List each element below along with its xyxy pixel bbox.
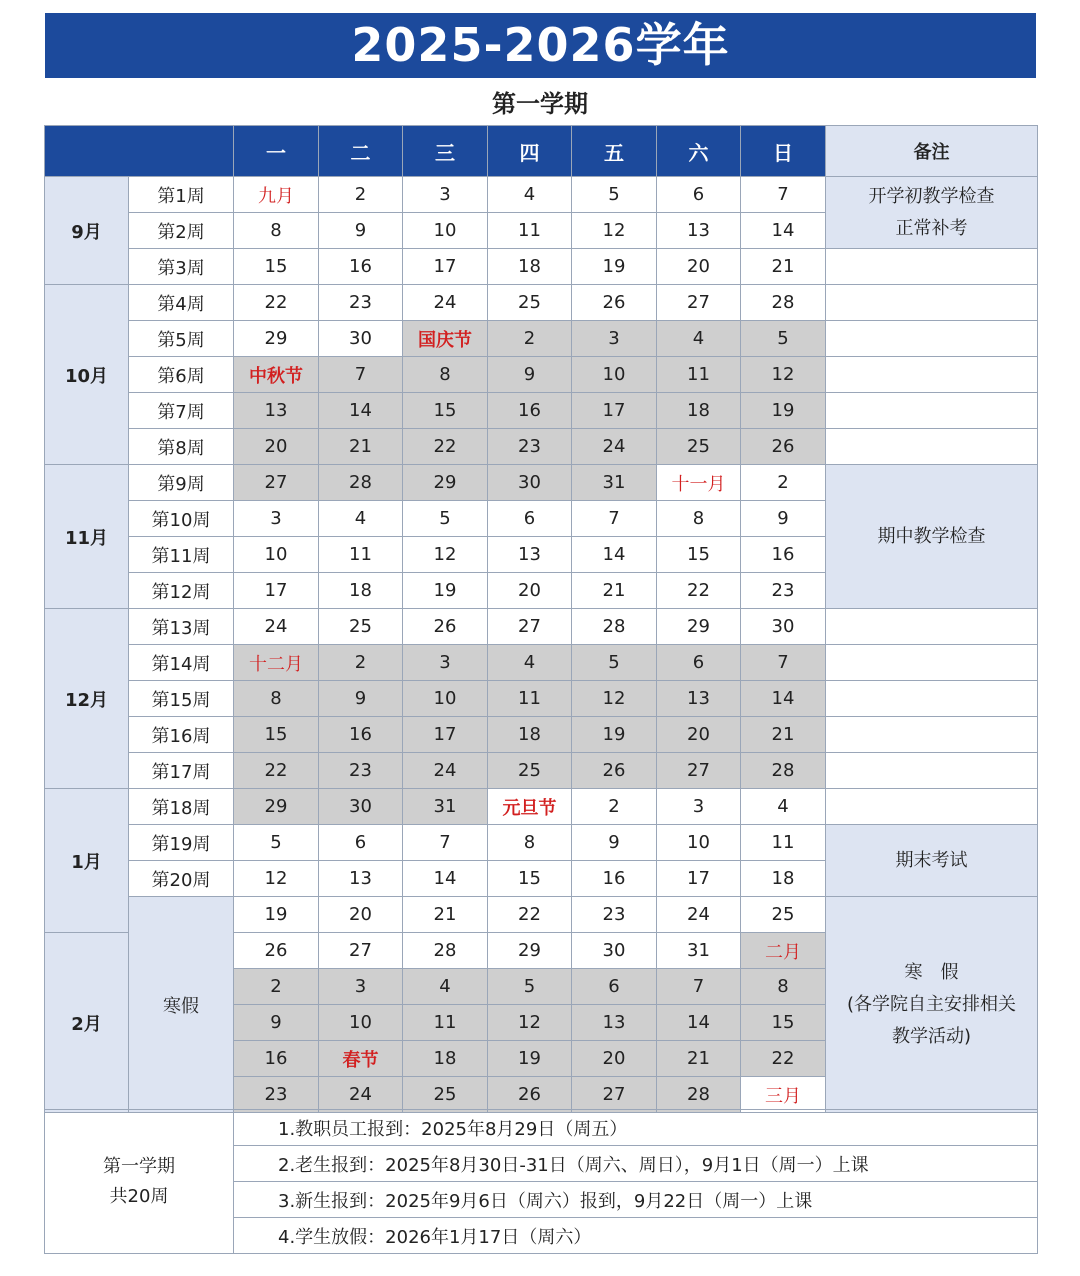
day-cell: 15 — [488, 861, 572, 897]
day-cell: 13 — [657, 213, 741, 249]
day-cell: 16 — [741, 537, 826, 573]
day-cell: 25 — [319, 609, 403, 645]
day-cell: 19 — [403, 573, 488, 609]
day-cell: 31 — [403, 789, 488, 825]
week-row — [45, 429, 1038, 465]
day-cell: 23 — [319, 285, 403, 321]
day-cell: 2 — [741, 465, 826, 501]
remark-line: 期中教学检查 — [877, 525, 986, 547]
day-cell: 24 — [403, 285, 488, 321]
day-cell: 13 — [488, 537, 572, 573]
remark-line: 教学活动) — [891, 1025, 972, 1047]
day-cell: 16 — [572, 861, 657, 897]
day-cell: 12 — [234, 861, 319, 897]
day-cell: 26 — [572, 285, 657, 321]
day-cell: 30 — [488, 465, 572, 501]
day-cell: 7 — [741, 645, 826, 681]
week-row — [45, 753, 1038, 789]
day-cell: 28 — [572, 609, 657, 645]
day-cell: 28 — [657, 1077, 741, 1113]
remark-empty — [826, 429, 1038, 465]
week-label: 第5周 — [129, 321, 234, 357]
week-row — [45, 249, 1038, 285]
week-row — [45, 825, 1038, 861]
remark-cell — [826, 897, 1038, 1113]
remark-empty — [826, 717, 1038, 753]
day-cell: 15 — [403, 393, 488, 429]
day-cell: 22 — [234, 285, 319, 321]
day-cell: 27 — [319, 933, 403, 969]
day-cell: 6 — [572, 969, 657, 1005]
day-cell: 9 — [319, 681, 403, 717]
day-cell: 27 — [572, 1077, 657, 1113]
day-cell: 13 — [572, 1005, 657, 1041]
week-label: 第8周 — [129, 429, 234, 465]
week-label: 第7周 — [129, 393, 234, 429]
day-cell: 9 — [488, 357, 572, 393]
remark-empty — [826, 609, 1038, 645]
day-cell: 十一月 — [657, 465, 741, 501]
day-cell: 28 — [741, 285, 826, 321]
weekday-header: 一 — [234, 126, 319, 177]
day-cell: 23 — [572, 897, 657, 933]
day-cell: 29 — [234, 789, 319, 825]
day-cell: 13 — [657, 681, 741, 717]
header-blank-cell — [45, 126, 234, 177]
day-cell: 4 — [403, 969, 488, 1005]
week-label: 第2周 — [129, 213, 234, 249]
day-cell: 14 — [657, 1005, 741, 1041]
footer-note-item: 1.教职员工报到：2025年8月29日（周五） — [234, 1110, 1038, 1146]
footer-note-item: 2.老生报到：2025年8月30日-31日（周六、周日），9月1日（周一）上课 — [234, 1146, 1038, 1182]
day-cell: 11 — [403, 1005, 488, 1041]
month-label: 10月 — [45, 285, 129, 465]
day-cell: 7 — [741, 177, 826, 213]
day-cell: 31 — [657, 933, 741, 969]
day-cell: 18 — [657, 393, 741, 429]
remark-line: 寒 假 — [904, 961, 959, 983]
day-cell: 8 — [741, 969, 826, 1005]
day-cell: 9 — [234, 1005, 319, 1041]
day-cell: 23 — [741, 573, 826, 609]
day-cell: 6 — [657, 177, 741, 213]
day-cell: 春节 — [319, 1041, 403, 1077]
day-cell: 4 — [741, 789, 826, 825]
day-cell: 24 — [234, 609, 319, 645]
remark-empty — [826, 681, 1038, 717]
day-cell: 28 — [741, 753, 826, 789]
day-cell: 19 — [572, 249, 657, 285]
day-cell: 3 — [319, 969, 403, 1005]
week-label: 第6周 — [129, 357, 234, 393]
remark-line: 开学初教学检查 — [868, 185, 995, 207]
day-cell: 国庆节 — [403, 321, 488, 357]
day-cell: 11 — [657, 357, 741, 393]
day-cell: 5 — [234, 825, 319, 861]
day-cell: 26 — [403, 609, 488, 645]
day-cell: 21 — [572, 573, 657, 609]
semester-calendar-table — [44, 125, 1038, 1113]
day-cell: 8 — [234, 681, 319, 717]
day-cell: 14 — [741, 213, 826, 249]
footer-note-item: 4.学生放假：2026年1月17日（周六） — [234, 1218, 1038, 1254]
semester-summary-line: 第一学期 — [103, 1155, 175, 1177]
day-cell: 29 — [403, 465, 488, 501]
day-cell: 22 — [234, 753, 319, 789]
day-cell: 22 — [403, 429, 488, 465]
day-cell: 7 — [319, 357, 403, 393]
remark-cell — [826, 465, 1038, 609]
weekday-header: 四 — [488, 126, 572, 177]
day-cell: 26 — [234, 933, 319, 969]
day-cell: 29 — [657, 609, 741, 645]
week-label: 第13周 — [129, 609, 234, 645]
week-label: 第10周 — [129, 501, 234, 537]
day-cell: 19 — [741, 393, 826, 429]
day-cell: 30 — [319, 321, 403, 357]
week-row — [45, 465, 1038, 501]
day-cell: 18 — [319, 573, 403, 609]
day-cell: 26 — [572, 753, 657, 789]
day-cell: 16 — [319, 249, 403, 285]
week-row — [45, 285, 1038, 321]
day-cell: 7 — [657, 969, 741, 1005]
week-row — [45, 321, 1038, 357]
day-cell: 5 — [572, 645, 657, 681]
day-cell: 三月 — [741, 1077, 826, 1113]
day-cell: 15 — [234, 717, 319, 753]
day-cell: 29 — [488, 933, 572, 969]
day-cell: 3 — [403, 177, 488, 213]
day-cell: 6 — [488, 501, 572, 537]
day-cell: 28 — [319, 465, 403, 501]
day-cell: 十二月 — [234, 645, 319, 681]
week-label: 第20周 — [129, 861, 234, 897]
day-cell: 8 — [488, 825, 572, 861]
day-cell: 12 — [488, 1005, 572, 1041]
remark-line: (各学院自主安排相关 — [846, 993, 1017, 1015]
weekday-header: 五 — [572, 126, 657, 177]
day-cell: 30 — [319, 789, 403, 825]
week-row — [45, 789, 1038, 825]
day-cell: 15 — [234, 249, 319, 285]
day-cell: 23 — [488, 429, 572, 465]
remark-empty — [826, 249, 1038, 285]
remark-cell — [826, 825, 1038, 897]
day-cell: 2 — [234, 969, 319, 1005]
day-cell: 14 — [403, 861, 488, 897]
day-cell: 元旦节 — [488, 789, 572, 825]
week-label: 第17周 — [129, 753, 234, 789]
day-cell: 5 — [741, 321, 826, 357]
day-cell: 2 — [319, 645, 403, 681]
day-cell: 18 — [741, 861, 826, 897]
semester-summary — [45, 1110, 234, 1254]
day-cell: 29 — [234, 321, 319, 357]
day-cell: 6 — [657, 645, 741, 681]
day-cell: 二月 — [741, 933, 826, 969]
day-cell: 12 — [403, 537, 488, 573]
week-row — [45, 717, 1038, 753]
day-cell: 22 — [741, 1041, 826, 1077]
day-cell: 23 — [234, 1077, 319, 1113]
day-cell: 九月 — [234, 177, 319, 213]
day-cell: 19 — [488, 1041, 572, 1077]
remark-line: 正常补考 — [895, 217, 968, 239]
week-label: 第12周 — [129, 573, 234, 609]
day-cell: 12 — [572, 213, 657, 249]
day-cell: 22 — [657, 573, 741, 609]
week-label: 第16周 — [129, 717, 234, 753]
day-cell: 6 — [319, 825, 403, 861]
day-cell: 10 — [234, 537, 319, 573]
day-cell: 17 — [234, 573, 319, 609]
day-cell: 14 — [319, 393, 403, 429]
day-cell: 26 — [741, 429, 826, 465]
day-cell: 3 — [657, 789, 741, 825]
day-cell: 17 — [572, 393, 657, 429]
day-cell: 18 — [488, 717, 572, 753]
day-cell: 2 — [488, 321, 572, 357]
day-cell: 16 — [319, 717, 403, 753]
remark-cell — [826, 177, 1038, 249]
week-label: 第19周 — [129, 825, 234, 861]
day-cell: 30 — [741, 609, 826, 645]
day-cell: 10 — [319, 1005, 403, 1041]
day-cell: 3 — [403, 645, 488, 681]
week-label: 第3周 — [129, 249, 234, 285]
week-label: 第9周 — [129, 465, 234, 501]
day-cell: 15 — [657, 537, 741, 573]
day-cell: 11 — [488, 681, 572, 717]
week-label: 第11周 — [129, 537, 234, 573]
day-cell: 11 — [741, 825, 826, 861]
week-row — [45, 393, 1038, 429]
day-cell: 21 — [741, 249, 826, 285]
week-row — [45, 681, 1038, 717]
day-cell: 20 — [488, 573, 572, 609]
day-cell: 16 — [234, 1041, 319, 1077]
footer-row — [45, 1110, 1038, 1146]
day-cell: 25 — [741, 897, 826, 933]
week-label: 第4周 — [129, 285, 234, 321]
day-cell: 9 — [319, 213, 403, 249]
remark-empty — [826, 321, 1038, 357]
day-cell: 20 — [657, 249, 741, 285]
academic-year-banner: 2025-2026学年 — [45, 13, 1036, 78]
day-cell: 24 — [657, 897, 741, 933]
remark-empty — [826, 393, 1038, 429]
day-cell: 10 — [657, 825, 741, 861]
day-cell: 25 — [657, 429, 741, 465]
month-label: 11月 — [45, 465, 129, 609]
day-cell: 2 — [572, 789, 657, 825]
day-cell: 30 — [572, 933, 657, 969]
day-cell: 25 — [403, 1077, 488, 1113]
day-cell: 21 — [657, 1041, 741, 1077]
day-cell: 9 — [572, 825, 657, 861]
day-cell: 14 — [572, 537, 657, 573]
day-cell: 11 — [319, 537, 403, 573]
remark-empty — [826, 357, 1038, 393]
day-cell: 21 — [403, 897, 488, 933]
month-label: 1月 — [45, 789, 129, 933]
day-cell: 3 — [572, 321, 657, 357]
day-cell: 10 — [403, 681, 488, 717]
day-cell: 4 — [488, 645, 572, 681]
day-cell: 18 — [403, 1041, 488, 1077]
day-cell: 11 — [488, 213, 572, 249]
day-cell: 7 — [572, 501, 657, 537]
day-cell: 5 — [488, 969, 572, 1005]
day-cell: 16 — [488, 393, 572, 429]
day-cell: 4 — [488, 177, 572, 213]
month-label: 12月 — [45, 609, 129, 789]
day-cell: 21 — [319, 429, 403, 465]
day-cell: 17 — [657, 861, 741, 897]
day-cell: 27 — [657, 753, 741, 789]
week-label: 第1周 — [129, 177, 234, 213]
weekday-header: 六 — [657, 126, 741, 177]
day-cell: 7 — [403, 825, 488, 861]
day-cell: 8 — [234, 213, 319, 249]
week-row — [45, 897, 1038, 933]
remark-empty — [826, 645, 1038, 681]
weekday-header: 日 — [741, 126, 826, 177]
day-cell: 25 — [488, 285, 572, 321]
day-cell: 17 — [403, 249, 488, 285]
remark-empty — [826, 789, 1038, 825]
remark-empty — [826, 285, 1038, 321]
day-cell: 18 — [488, 249, 572, 285]
day-cell: 10 — [403, 213, 488, 249]
day-cell: 13 — [319, 861, 403, 897]
semester-title: 第一学期 — [492, 90, 588, 118]
remark-line: 期末考试 — [895, 849, 968, 871]
day-cell: 中秋节 — [234, 357, 319, 393]
day-cell: 20 — [657, 717, 741, 753]
day-cell: 10 — [572, 357, 657, 393]
day-cell: 20 — [572, 1041, 657, 1077]
week-row — [45, 609, 1038, 645]
day-cell: 22 — [488, 897, 572, 933]
day-cell: 27 — [657, 285, 741, 321]
day-cell: 8 — [403, 357, 488, 393]
day-cell: 17 — [403, 717, 488, 753]
day-cell: 15 — [741, 1005, 826, 1041]
week-row — [45, 357, 1038, 393]
day-cell: 26 — [488, 1077, 572, 1113]
day-cell: 2 — [319, 177, 403, 213]
week-row — [45, 177, 1038, 213]
day-cell: 13 — [234, 393, 319, 429]
week-label: 第18周 — [129, 789, 234, 825]
footer-note-item: 3.新生报到：2025年9月6日（周六）报到，9月22日（周一）上课 — [234, 1182, 1038, 1218]
week-row — [45, 645, 1038, 681]
month-label: 2月 — [45, 933, 129, 1113]
day-cell: 8 — [657, 501, 741, 537]
day-cell: 9 — [741, 501, 826, 537]
weekday-header: 二 — [319, 126, 403, 177]
week-label: 第15周 — [129, 681, 234, 717]
weekday-header: 三 — [403, 126, 488, 177]
day-cell: 20 — [234, 429, 319, 465]
day-cell: 28 — [403, 933, 488, 969]
day-cell: 31 — [572, 465, 657, 501]
semester-summary-line: 共20周 — [109, 1185, 169, 1207]
remark-empty — [826, 753, 1038, 789]
day-cell: 19 — [234, 897, 319, 933]
day-cell: 5 — [572, 177, 657, 213]
day-cell: 24 — [403, 753, 488, 789]
day-cell: 5 — [403, 501, 488, 537]
semester-notes-footer — [44, 1109, 1038, 1254]
day-cell: 4 — [657, 321, 741, 357]
day-cell: 3 — [234, 501, 319, 537]
day-cell: 14 — [741, 681, 826, 717]
winter-break-label: 寒假 — [129, 897, 234, 1113]
day-cell: 27 — [488, 609, 572, 645]
day-cell: 25 — [488, 753, 572, 789]
remarks-header: 备注 — [826, 126, 1038, 177]
day-cell: 21 — [741, 717, 826, 753]
day-cell: 12 — [572, 681, 657, 717]
week-label: 第14周 — [129, 645, 234, 681]
day-cell: 24 — [572, 429, 657, 465]
month-label: 9月 — [45, 177, 129, 285]
day-cell: 24 — [319, 1077, 403, 1113]
day-cell: 20 — [319, 897, 403, 933]
day-cell: 4 — [319, 501, 403, 537]
day-cell: 27 — [234, 465, 319, 501]
day-cell: 23 — [319, 753, 403, 789]
calendar-header-row — [45, 126, 1038, 177]
day-cell: 19 — [572, 717, 657, 753]
day-cell: 12 — [741, 357, 826, 393]
